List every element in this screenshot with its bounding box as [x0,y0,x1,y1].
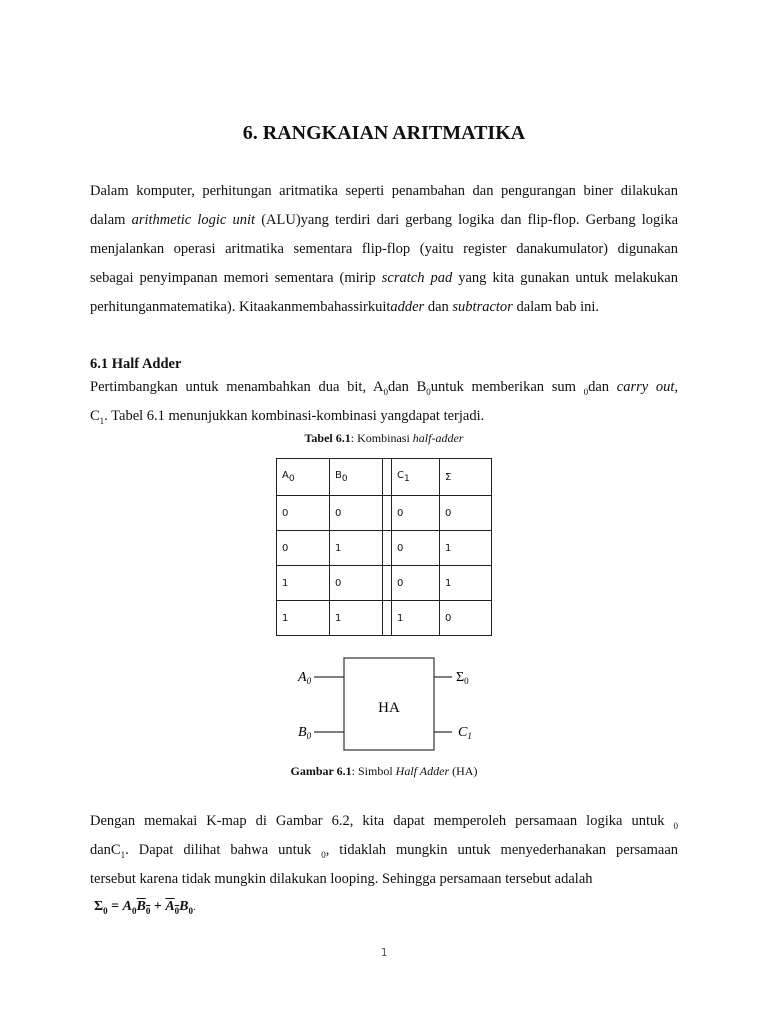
table-caption-label: Tabel 6.1 [304,431,351,445]
table-cell: 0 [392,566,440,601]
table-cell: 1 [440,531,492,566]
table-cell: 0 [392,496,440,531]
column-gap [383,459,392,496]
chapter-separator: . [252,122,263,144]
table-header-row [277,459,492,496]
table-row [277,566,492,601]
header-c1: $C_1$ [392,459,440,496]
kmap-line-1: Dengan memakai K-map di Gambar 6.2, kita dapat memperoleh persamaan logika untuk $_0$ [90,813,678,831]
output-sum-label: $\Sigma_0$ [456,670,469,686]
intro-line-3: menjalankan operasi aritmatika sementara flip-flop (yaitu register danakumulator) digunakan [90,241,678,257]
sum-equation: $\Sigma_0 = A_0\overline{B}_0 + \overline{A}_0B_0$. [94,899,196,916]
table-cell: 0 [330,566,383,601]
column-gap [383,531,392,566]
intro-line-1: Dalam komputer, perhitungan aritmatika seperti penambahan dan pengurangan biner dilakukan [90,183,678,199]
section-line-1: Pertimbangkan untuk menambahkan dua bit, $A_0dan$ $B_0untuk$ memberikan sum $_0$dan carry out, [90,379,679,397]
header-sigma: Σ [440,459,492,496]
table-cell: 1 [392,601,440,636]
output-carry-label: $C_1$ [458,725,472,741]
section-line-2: $C_1$. Tabel 6.1 menunjukkan kombinasi-kombinasi yangdapat terjadi. [90,408,485,426]
column-gap [383,601,392,636]
chapter-title [0,122,768,145]
header-a0: $A_0$ [277,459,330,496]
chapter-number: 6 [242,122,253,144]
table-cell: 1 [440,566,492,601]
table-cell: 0 [277,531,330,566]
ha-block-label: HA [378,700,400,716]
input-b0-label: $B_0$ [298,725,312,741]
kmap-line-3: tersebut karena tidak mungkin dilakukan looping. Sehingga persamaan tersebut adalah [90,871,593,887]
page-number: 1 [380,946,388,959]
intro-line-5: perhitunganmatematika). Kitaakanmembahassirkuitadder dan subtractor dalam bab ini. [90,299,599,315]
section-paragraph [90,373,678,431]
table-cell: 1 [277,566,330,601]
table-cell: 0 [330,496,383,531]
section-heading: 6.1 Half Adder [90,356,182,372]
column-gap [383,496,392,531]
figure-caption: Gambar 6.1: Simbol Half Adder (HA) [290,764,478,778]
half-adder-truth-table [276,458,492,636]
figure-caption-label: Gambar 6.1 [290,764,352,778]
kmap-line-2: danC$_1$. Dapat dilihat bahwa untuk $_0$, tidaklah mungkin untuk menyederhanakan persamaan [90,842,679,860]
table-cell: 0 [277,496,330,531]
table-row [277,601,492,636]
table-row [277,496,492,531]
table-cell: 0 [440,496,492,531]
table-cell: 1 [330,601,383,636]
table-cell: 0 [392,531,440,566]
kmap-paragraph [90,807,678,894]
header-b0: $B_0$ [330,459,383,496]
table-cell: 1 [330,531,383,566]
intro-line-4: sebagai penyimpanan memori sementara (mirip scratch pad yang kita gunakan untuk melakukan [90,270,678,286]
intro-paragraph [90,177,678,322]
column-gap [383,566,392,601]
intro-line-2: dalam arithmetic logic unit (ALU)yang terdiri dari gerbang logika dan flip-flop. Gerbang logika [90,212,678,228]
chapter-title-text: RANGKAIAN ARITMATIKA [262,122,526,144]
table-caption: Tabel 6.1: Kombinasi half-adder [304,431,464,445]
input-a0-label: $A_0$ [298,670,312,686]
table-row [277,531,492,566]
table-cell: 1 [277,601,330,636]
table-cell: 0 [440,601,492,636]
half-adder-diagram [290,652,490,756]
